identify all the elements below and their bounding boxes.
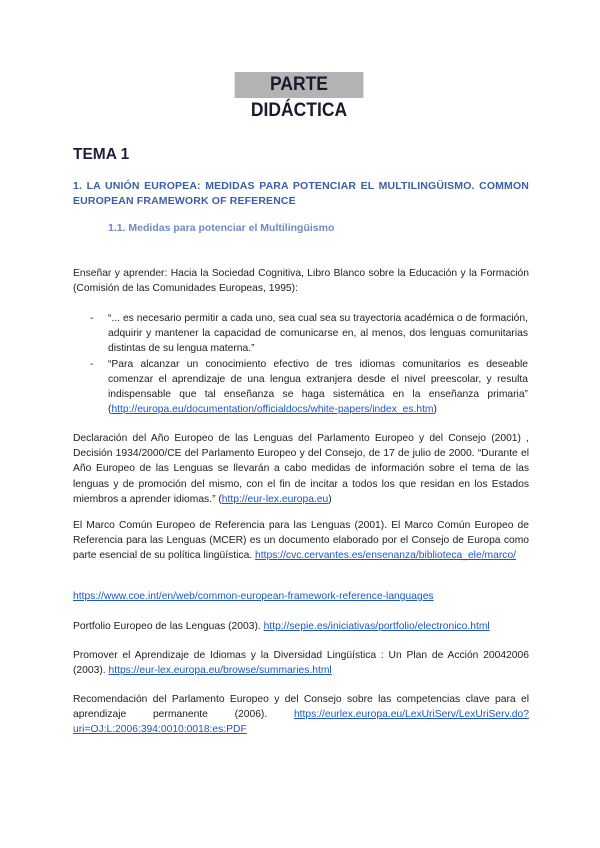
list-item — [90, 357, 528, 418]
coe-link[interactable]: https://www.coe.int/en/web/common-european-framework-reference-languages — [73, 591, 434, 602]
bullet-dash: - — [90, 358, 94, 370]
quote-text-end: ) — [433, 404, 437, 416]
declaration-paragraph — [73, 431, 529, 507]
quote-list — [90, 311, 528, 417]
marco-paragraph — [73, 518, 529, 564]
topic-title: TEMA 1 — [73, 146, 130, 163]
recomendacion-text: Recomendación del Parlamento Europeo y del Consejo sobre las competencias clave para el aprendizaje permanente (2006). — [73, 694, 529, 721]
declaration-text: Declaración del Año Europeo de las Lenguas del Parlamento Europeo y del Consejo (2001) , Decisión 1934/2000/CE del Parlamento Europeo y del Consejo, de 17 de julio de 2000. “Durante el Año Europeo de las Lenguas se llevarán a cabo medidas de información sobre el tema de las lenguas y de promoción del mismo, con el fin de incitar a todos los que residan en los Estados miembros a aprender idiomas.” ( — [73, 433, 529, 505]
intro-paragraph: Enseñar y aprender: Hacia la Sociedad Cognitiva, Libro Blanco sobre la Educación y la Formación (Comisión de las Comunidades Europeas, 1995): — [73, 268, 529, 295]
recomendacion-paragraph — [73, 692, 529, 738]
quote-text: “... es necesario permitir a cada uno, sea cual sea su trayectoria académica o de formación, adquirir y mantener la capacidad de comunicarse en, al menos, dos lenguas comunitarias distintas de su lengua materna.” — [108, 313, 528, 355]
cervantes-link[interactable]: https://cvc.cervantes.es/ensenanza/biblioteca_ele/marco/ — [255, 550, 517, 562]
white-paper-link[interactable]: http://europa.eu/documentation/officialdocs/white-papers/index_es.htm — [111, 404, 434, 416]
list-item — [90, 311, 528, 357]
marco-text: El Marco Común Europeo de Referencia para las Lenguas (2001). El Marco Común Europeo de Referencia para las Lenguas (MCER) es un documento elaborado por el Consejo de Europa como parte esencial de su política lingüística. — [73, 520, 529, 562]
quote-text: “Para alcanzar un conocimiento efectivo de tres idiomas comunitarios es deseable comenzar el aprendizaje de una lengua extranjera desde el nivel preescolar, y resulta indispensable que tal enseñanza se haga sistemática en la enseñanza primaria” ( — [108, 358, 528, 416]
section-heading: 1. LA UNIÓN EUROPEA: MEDIDAS PARA POTENCIAR EL MULTILINGÜISMO. COMMON EUROPEAN FRAMEWORK OF REFERENCE — [73, 180, 529, 207]
promover-text: Promover el Aprendizaje de Idiomas y la Diversidad Lingüística : Un Plan de Acción 20042006 (2003). — [73, 650, 529, 677]
portfolio-paragraph — [73, 619, 529, 634]
promover-paragraph — [73, 648, 529, 678]
lexuriserv-link[interactable]: https://eurlex.europa.eu/LexUriServ/LexUriServ.do?uri=OJ:L:2006:394:0010:0018:es:PDF — [73, 709, 529, 736]
portfolio-text: Portfolio Europeo de las Lenguas (2003). — [73, 621, 264, 632]
page-banner: PARTE DIDÁCTICA — [235, 72, 364, 98]
summaries-link[interactable]: https://eur-lex.europa.eu/browse/summaries.html — [108, 665, 332, 677]
bullet-dash: - — [90, 313, 94, 324]
subsection-heading: 1.1. Medidas para potenciar el Multilingüismo — [108, 222, 335, 234]
coe-paragraph — [73, 589, 529, 604]
sepie-link[interactable]: http://sepie.es/iniciativas/portfolio/electronico.html — [263, 621, 490, 632]
eur-lex-link[interactable]: http://eur-lex.europa.eu — [221, 493, 329, 505]
declaration-text-end: ) — [328, 493, 332, 505]
